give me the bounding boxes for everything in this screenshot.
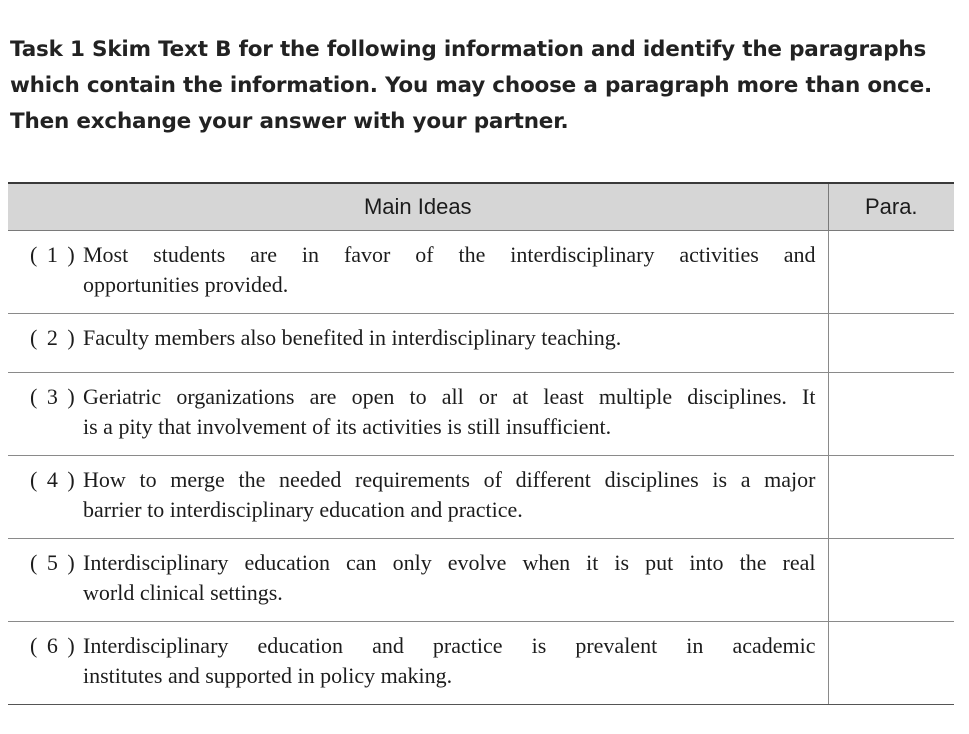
table-row [8, 314, 954, 373]
main-ideas-table [8, 182, 954, 705]
table-row [8, 373, 954, 456]
main-idea-line-1: Interdisciplinary education can only evolve when it is put into the real [83, 550, 816, 575]
item-number: ( 4 ) [30, 467, 77, 492]
task-line-2: which contain the information. You may choose a paragraph more than once. [10, 73, 932, 98]
main-idea-line-2: is a pity that involvement of its activities is still insufficient. [83, 414, 612, 439]
main-idea-line-2: world clinical settings. [83, 580, 283, 605]
main-idea-line-1: Interdisciplinary education and practice is prevalent in academic [83, 633, 816, 658]
header-para: Para. [828, 183, 954, 231]
main-idea-line-1: Most students are in favor of the interdisciplinary activities and [83, 242, 816, 267]
header-main-ideas: Main Ideas [8, 183, 828, 231]
table-row [8, 622, 954, 705]
main-idea-line-2: barrier to interdisciplinary education and practice. [83, 497, 523, 522]
main-idea-cell [8, 373, 828, 456]
table-row [8, 231, 954, 314]
task-line-3: Then exchange your answer with your partner. [10, 109, 569, 134]
para-answer-cell-5[interactable] [828, 539, 954, 622]
main-idea-line-1: How to merge the needed requirements of different disciplines is a major [83, 467, 816, 492]
task-line-1: Task 1 Skim Text B for the following information and identify the paragraphs [10, 37, 927, 62]
table-row [8, 456, 954, 539]
item-number: ( 3 ) [30, 384, 77, 409]
main-idea-line-1: Geriatric organizations are open to all or at least multiple disciplines. It [83, 384, 816, 409]
para-answer-cell-6[interactable] [828, 622, 954, 705]
para-answer-cell-4[interactable] [828, 456, 954, 539]
main-idea-line-1: Faculty members also benefited in interdisciplinary teaching. [83, 325, 622, 350]
para-answer-cell-3[interactable] [828, 373, 954, 456]
main-idea-cell [8, 314, 828, 373]
main-idea-cell [8, 231, 828, 314]
main-idea-cell [8, 539, 828, 622]
main-idea-line-2: institutes and supported in policy making. [83, 663, 453, 688]
table-header-row [8, 183, 954, 231]
main-idea-4 [8, 456, 828, 525]
para-answer-cell-1[interactable] [828, 231, 954, 314]
table-row [8, 539, 954, 622]
item-number: ( 1 ) [30, 242, 77, 267]
para-answer-cell-2[interactable] [828, 314, 954, 373]
main-idea-6 [8, 622, 828, 691]
item-number: ( 2 ) [30, 325, 77, 350]
main-idea-1 [8, 231, 828, 300]
item-number: ( 5 ) [30, 550, 77, 575]
main-idea-5 [8, 539, 828, 608]
item-number: ( 6 ) [30, 633, 77, 658]
main-idea-cell [8, 456, 828, 539]
task-instructions [10, 32, 960, 140]
main-idea-2 [8, 314, 828, 353]
main-idea-3 [8, 373, 828, 442]
main-idea-cell [8, 622, 828, 705]
main-idea-line-2: opportunities provided. [83, 272, 289, 297]
